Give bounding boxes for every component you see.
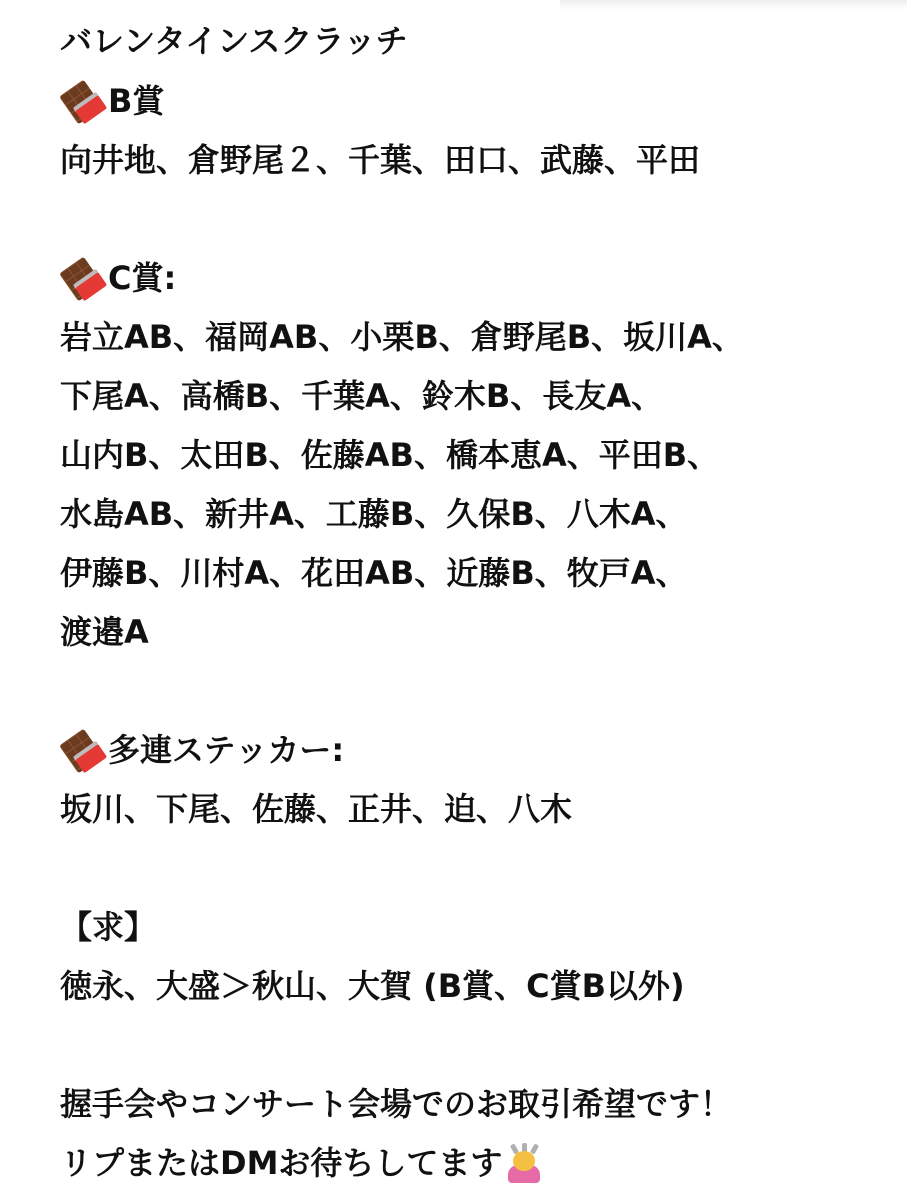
sticker-heading <box>60 721 890 780</box>
spacer <box>60 662 890 721</box>
c-prize-line: 水島AB、新井A、工藤B、久保B、八木A、 <box>60 495 688 533</box>
chocolate-bar-icon <box>60 260 104 298</box>
c-prize-line: 下尾A、高橋B、千葉A、鈴木B、長友A、 <box>60 377 664 415</box>
wanted-heading: 【求】 <box>60 908 157 946</box>
spacer <box>60 1016 890 1075</box>
sticker-label: 多連ステッカー: <box>108 731 345 769</box>
bowing-woman-icon <box>504 1143 544 1185</box>
footer-line-2 <box>60 1134 890 1193</box>
note-title: バレンタインスクラッチ <box>60 22 408 60</box>
c-prize-heading <box>60 249 890 308</box>
sticker-list: 坂川、下尾、佐藤、正井、迫、八木 <box>60 790 573 828</box>
spacer <box>60 839 890 898</box>
footer-line-1: 握手会やコンサート会場でのお取引希望です！ <box>60 1085 733 1123</box>
chocolate-bar-icon <box>60 732 104 770</box>
b-prize-heading <box>60 72 890 131</box>
note-content <box>60 10 890 1193</box>
c-prize-line: 岩立AB、福岡AB、小栗B、倉野尾B、坂川A、 <box>60 318 744 356</box>
chocolate-bar-icon <box>60 83 104 121</box>
wanted-list: 徳永、大盛＞秋山、大賀 (B賞、C賞B以外) <box>60 967 685 1005</box>
top-edge-shadow <box>560 0 907 10</box>
b-prize-label: B賞 <box>108 82 165 120</box>
b-prize-list: 向井地、倉野尾２、千葉、田口、武藤、平田 <box>60 141 701 179</box>
spacer <box>60 190 890 249</box>
c-prize-line: 山内B、太田B、佐藤AB、橋本恵A、平田B、 <box>60 436 720 474</box>
c-prize-label: C賞: <box>108 259 177 297</box>
c-prize-line: 伊藤B、川村A、花田AB、近藤B、牧戸A、 <box>60 554 688 592</box>
c-prize-line: 渡邉A <box>60 613 149 651</box>
footer-line-2-text: リプまたはDMお待ちしてます <box>60 1144 503 1182</box>
